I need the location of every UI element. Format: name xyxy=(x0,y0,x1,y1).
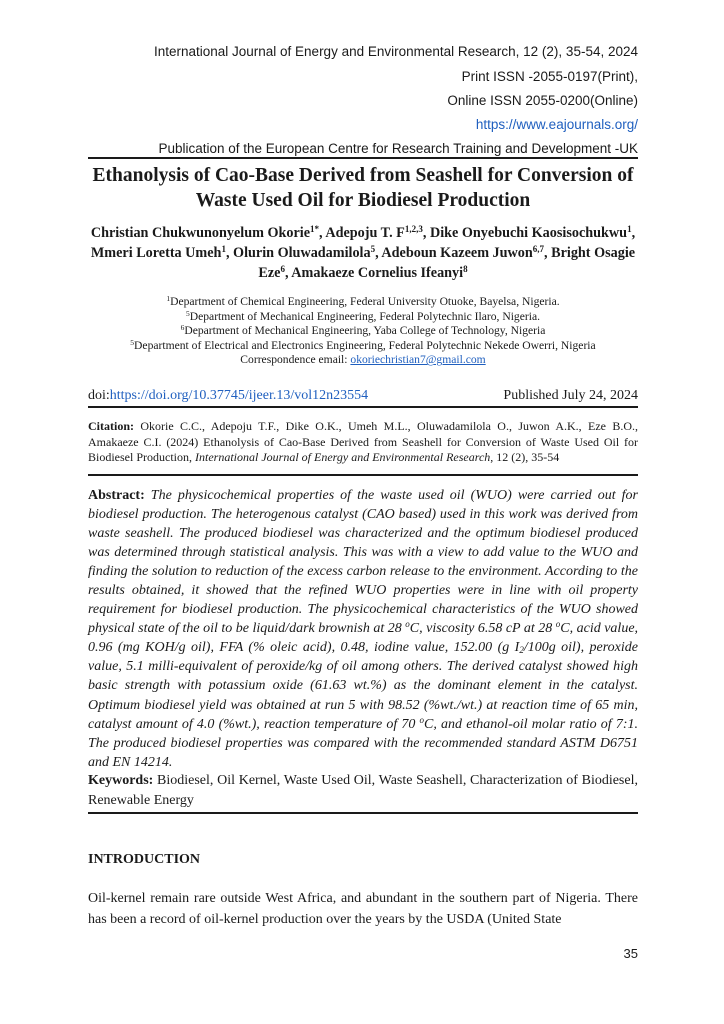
email-link[interactable]: okoriechristian7@gmail.com xyxy=(350,353,486,367)
online-issn: Online ISSN 2055-0200(Online) xyxy=(447,93,638,108)
introduction-paragraph: Oil-kernel remain rare outside West Africa, and abundant in the southern part of Nigeria. There has been a record of oil-kernel production over the years by the USDA (United State xyxy=(88,891,638,927)
affiliation: $^1$Department of Chemical Engineering, Federal University Otuoke, Bayelsa, Nigeria. xyxy=(166,294,560,308)
doi-divider xyxy=(88,406,638,408)
abstract: Abstract: The physicochemical properties of the waste used oil (WUO) were carried out for biodiesel production. The heterogenous catalyst (CAO based) used in this work was derived from waste seashell. The produced biodiesel was characterized and the optimum biodiesel produced was determined through statistical analysis. This was with a view to add value to the WUO and finding the solution to reduction of the excess carbon release to the environment. According to the results obtained, it showed that the refined WUO properties were in line with oil property requirement for biodiesel production. The physicochemical characteristics of the WUO showed physical state of the oil to be liquid/dark brownish at 28 $^o$C, viscosity 6.58 cP at 28 $^o$C, acid value, 0.96 (mg KOH/g oil), FFA (% oleic acid), 0.48, iodine value, 152.00 (g $I_2/100g$ oil), peroxide value, 5.1 milli-equivalent of peroxide/kg of oil among others. The derived catalyst showed high basic strength with potassium oxide (61.63 wt.%) as the dominant element in the catalyst. Optimum biodiesel yield was obtained at run 5 with 98.52 (%wt./wt.) at reaction time of 65 min, catalyst amount of 4.0 (%wt.), reaction temperature of 70 $^o$C, and ethanol-oil molar ratio of 7:1. The produced biodiesel properties was compared with the recommended standard ASTM D6751 and EN 14214. xyxy=(88,488,639,770)
author: Bright Osagie Eze xyxy=(258,245,636,281)
keywords: Keywords: Biodiesel, Oil Kernel, Waste Used Oil, Waste Seashell, Characterization of Biodiesel, Renewable Energy xyxy=(88,773,638,808)
affiliation: $^5$Department of Electrical and Electronics Engineering, Federal Polytechnic Nekede Owerri, Nigeria xyxy=(130,337,596,352)
doi-link[interactable]: https://doi.org/10.37745/ijeer.13/vol12n23554 xyxy=(109,388,369,403)
affiliation: $^6$Department of Mechanical Engineering, Yaba College of Technology, Nigeria xyxy=(180,323,546,338)
page-number: 35 xyxy=(623,946,638,961)
paper-title: Ethanolysis of Cao-Base Derived from Seashell for Conversion of Waste Used Oil for Biodiesel Production xyxy=(92,165,634,211)
keywords-divider xyxy=(88,812,638,814)
affiliation: $^5$Department of Mechanical Engineering, Federal Polytechnic Ilaro, Nigeria. xyxy=(185,308,540,323)
section-heading: INTRODUCTION xyxy=(88,852,201,867)
citation-divider xyxy=(88,474,638,476)
journal-citation-header: International Journal of Energy and Environmental Research, 12 (2), 35-54, 2024 xyxy=(153,44,638,59)
author-list: Christian Chukwunonyelum Okorie$^{1*}$, Adepoju T. F$^{1,2,3}$, Dike Onyebuchi Kaosisochukwu$^1$, Mmeri Loretta Umeh$^1$, Olurin Oluwadamilola$^5$, Adeboun Kazeem Juwon$^{6,7}$, Bright Osagie Eze$^6$, Amakaeze Cornelius Ifeanyi$^8$ xyxy=(90,224,636,281)
publisher-line: Publication of the European Centre for Research Training and Development -UK xyxy=(158,141,638,156)
print-issn: Print ISSN -2055-0197(Print), xyxy=(461,69,638,84)
published-date: Published July 24, 2024 xyxy=(503,388,638,403)
author: Amakaeze Cornelius Ifeanyi xyxy=(291,265,464,281)
author: Mmeri Loretta Umeh xyxy=(90,245,222,261)
author: Adepoju T. F xyxy=(325,225,405,241)
affiliations xyxy=(88,295,638,368)
correspondence: Correspondence email: okoriechristian7@gmail.com xyxy=(240,353,486,367)
author: Dike Onyebuchi Kaosisochukwu xyxy=(429,225,628,241)
author: Christian Chukwunonyelum Okorie xyxy=(90,225,311,241)
author: Adeboun Kazeem Juwon xyxy=(381,245,533,261)
journal-url-link[interactable]: https://www.eajournals.org/ xyxy=(475,117,638,132)
doi-row: doi:https://doi.org/10.37745/ijeer.13/vol12n23554 Published July 24, 2024 xyxy=(88,388,638,403)
citation: Citation: Okorie C.C., Adepoju T.F., Dike O.K., Umeh M.L., Oluwadamilola O., Juwon A.K., Eze B.O., Amakaeze C.I. (2024) Ethanolysis of Cao-Base Derived from Seashell for Conversion of Waste Used Oil for Biodiesel Production, International Journal of Energy and Environmental Research, 12 (2), 35-54 xyxy=(88,419,639,464)
author: Olurin Oluwadamilola xyxy=(233,245,371,261)
header-divider xyxy=(88,157,638,159)
